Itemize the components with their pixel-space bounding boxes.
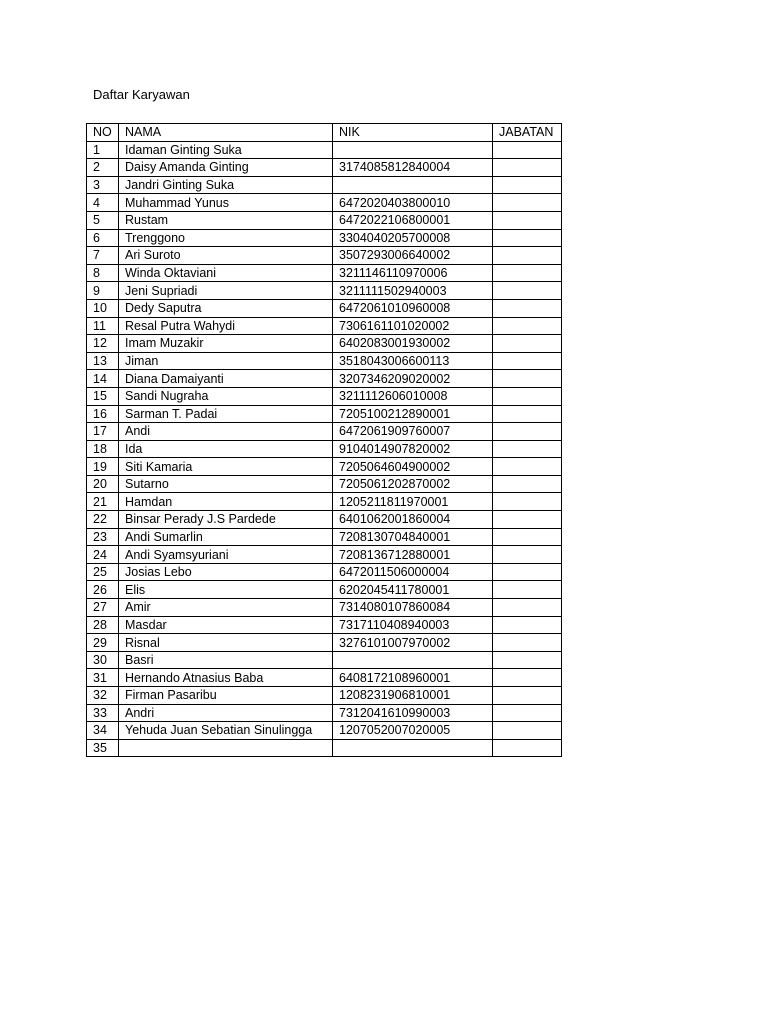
cell-jabatan (493, 387, 562, 405)
table-row (87, 581, 562, 599)
cell-nama: Hamdan (119, 493, 333, 511)
cell-nik: 6408172108960001 (333, 669, 493, 687)
cell-jabatan (493, 634, 562, 652)
table-row (87, 352, 562, 370)
table-row (87, 546, 562, 564)
table-row (87, 282, 562, 300)
cell-no: 28 (87, 616, 119, 634)
cell-no: 31 (87, 669, 119, 687)
cell-nik (333, 176, 493, 194)
cell-nik: 7208136712880001 (333, 546, 493, 564)
cell-jabatan (493, 546, 562, 564)
cell-nama: Trenggono (119, 229, 333, 247)
cell-nama: Diana Damaiyanti (119, 370, 333, 388)
cell-nik (333, 651, 493, 669)
table-row (87, 511, 562, 529)
cell-no: 32 (87, 687, 119, 705)
cell-nik: 7306161101020002 (333, 317, 493, 335)
cell-nik (333, 141, 493, 159)
cell-no: 6 (87, 229, 119, 247)
table-row (87, 528, 562, 546)
cell-jabatan (493, 405, 562, 423)
cell-no: 35 (87, 739, 119, 757)
cell-no: 34 (87, 722, 119, 740)
table-row (87, 669, 562, 687)
cell-jabatan (493, 722, 562, 740)
cell-jabatan (493, 739, 562, 757)
table-row (87, 370, 562, 388)
cell-nik: 7205064604900002 (333, 458, 493, 476)
cell-no: 20 (87, 475, 119, 493)
cell-nama: Rustam (119, 211, 333, 229)
cell-nama: Jiman (119, 352, 333, 370)
cell-no: 29 (87, 634, 119, 652)
table-row (87, 405, 562, 423)
cell-jabatan (493, 141, 562, 159)
table-row (87, 317, 562, 335)
cell-no: 9 (87, 282, 119, 300)
cell-jabatan (493, 704, 562, 722)
cell-nik: 3174085812840004 (333, 159, 493, 177)
cell-no: 18 (87, 440, 119, 458)
cell-no: 19 (87, 458, 119, 476)
table-row (87, 493, 562, 511)
cell-jabatan (493, 194, 562, 212)
cell-jabatan (493, 616, 562, 634)
cell-nama: Sandi Nugraha (119, 387, 333, 405)
cell-nik: 7314080107860084 (333, 599, 493, 617)
table-row (87, 299, 562, 317)
cell-nama: Basri (119, 651, 333, 669)
cell-nama: Dedy Saputra (119, 299, 333, 317)
table-row (87, 264, 562, 282)
cell-jabatan (493, 299, 562, 317)
cell-nama: Ari Suroto (119, 247, 333, 265)
cell-jabatan (493, 335, 562, 353)
cell-nama: Jandri Ginting Suka (119, 176, 333, 194)
cell-nik: 3507293006640002 (333, 247, 493, 265)
cell-nik: 6472011506000004 (333, 563, 493, 581)
cell-jabatan (493, 651, 562, 669)
cell-nama: Ida (119, 440, 333, 458)
cell-nama: Josias Lebo (119, 563, 333, 581)
table-row (87, 194, 562, 212)
cell-nik: 7205100212890001 (333, 405, 493, 423)
cell-no: 25 (87, 563, 119, 581)
table-row (87, 211, 562, 229)
cell-no: 1 (87, 141, 119, 159)
cell-nik: 7205061202870002 (333, 475, 493, 493)
cell-jabatan (493, 317, 562, 335)
cell-no: 8 (87, 264, 119, 282)
cell-no: 24 (87, 546, 119, 564)
cell-jabatan (493, 687, 562, 705)
table-row (87, 634, 562, 652)
table-row (87, 423, 562, 441)
cell-nik: 6472022106800001 (333, 211, 493, 229)
table-row (87, 247, 562, 265)
cell-jabatan (493, 211, 562, 229)
table-row (87, 651, 562, 669)
table-row (87, 159, 562, 177)
cell-nik: 1208231906810001 (333, 687, 493, 705)
cell-no: 21 (87, 493, 119, 511)
table-header-row (87, 124, 562, 142)
cell-no: 23 (87, 528, 119, 546)
cell-nama: Hernando Atnasius Baba (119, 669, 333, 687)
table-row (87, 704, 562, 722)
cell-nik (333, 739, 493, 757)
cell-nik: 7312041610990003 (333, 704, 493, 722)
cell-nik: 6402083001930002 (333, 335, 493, 353)
header-jabatan: JABATAN (493, 124, 562, 142)
cell-nama: Amir (119, 599, 333, 617)
cell-nik: 6472020403800010 (333, 194, 493, 212)
table-row (87, 616, 562, 634)
cell-nik: 3207346209020002 (333, 370, 493, 388)
table-row (87, 440, 562, 458)
employee-table (86, 123, 562, 757)
cell-no: 22 (87, 511, 119, 529)
cell-jabatan (493, 159, 562, 177)
page-title: Daftar Karyawan (93, 87, 190, 102)
cell-nama: Andi (119, 423, 333, 441)
cell-nik: 1207052007020005 (333, 722, 493, 740)
cell-jabatan (493, 511, 562, 529)
cell-no: 10 (87, 299, 119, 317)
cell-jabatan (493, 282, 562, 300)
table-row (87, 599, 562, 617)
cell-no: 7 (87, 247, 119, 265)
table-row (87, 387, 562, 405)
table-row (87, 722, 562, 740)
cell-nik: 7317110408940003 (333, 616, 493, 634)
cell-jabatan (493, 458, 562, 476)
cell-no: 13 (87, 352, 119, 370)
cell-jabatan (493, 563, 562, 581)
cell-nama: Winda Oktaviani (119, 264, 333, 282)
cell-jabatan (493, 440, 562, 458)
table-row (87, 229, 562, 247)
cell-jabatan (493, 370, 562, 388)
table-row (87, 739, 562, 757)
cell-jabatan (493, 229, 562, 247)
cell-nik: 6472061909760007 (333, 423, 493, 441)
table-row (87, 176, 562, 194)
cell-nama: Risnal (119, 634, 333, 652)
cell-nama: Yehuda Juan Sebatian Sinulingga (119, 722, 333, 740)
cell-jabatan (493, 423, 562, 441)
cell-nama: Andri (119, 704, 333, 722)
cell-jabatan (493, 247, 562, 265)
table-row (87, 475, 562, 493)
cell-jabatan (493, 352, 562, 370)
cell-nama: Andi Sumarlin (119, 528, 333, 546)
cell-nik: 3276101007970002 (333, 634, 493, 652)
cell-nama: Idaman Ginting Suka (119, 141, 333, 159)
table-row (87, 687, 562, 705)
cell-jabatan (493, 669, 562, 687)
cell-nama: Andi Syamsyuriani (119, 546, 333, 564)
cell-nama (119, 739, 333, 757)
table-body (87, 141, 562, 757)
cell-nama: Elis (119, 581, 333, 599)
cell-jabatan (493, 176, 562, 194)
cell-nama: Binsar Perady J.S Pardede (119, 511, 333, 529)
cell-jabatan (493, 264, 562, 282)
cell-nik: 6202045411780001 (333, 581, 493, 599)
cell-nama: Firman Pasaribu (119, 687, 333, 705)
cell-no: 5 (87, 211, 119, 229)
cell-nama: Jeni Supriadi (119, 282, 333, 300)
header-no: NO (87, 124, 119, 142)
cell-no: 12 (87, 335, 119, 353)
cell-nik: 3304040205700008 (333, 229, 493, 247)
cell-nama: Sutarno (119, 475, 333, 493)
table-row (87, 563, 562, 581)
cell-jabatan (493, 581, 562, 599)
cell-no: 15 (87, 387, 119, 405)
cell-nik: 6401062001860004 (333, 511, 493, 529)
cell-jabatan (493, 493, 562, 511)
cell-no: 33 (87, 704, 119, 722)
cell-jabatan (493, 599, 562, 617)
cell-nama: Siti Kamaria (119, 458, 333, 476)
cell-nik: 3211146110970006 (333, 264, 493, 282)
cell-no: 4 (87, 194, 119, 212)
cell-nama: Imam Muzakir (119, 335, 333, 353)
cell-nama: Resal Putra Wahydi (119, 317, 333, 335)
cell-nik: 7208130704840001 (333, 528, 493, 546)
table-row (87, 458, 562, 476)
cell-jabatan (493, 528, 562, 546)
header-nama: NAMA (119, 124, 333, 142)
cell-no: 17 (87, 423, 119, 441)
cell-no: 14 (87, 370, 119, 388)
table-row (87, 141, 562, 159)
cell-nama: Masdar (119, 616, 333, 634)
cell-no: 16 (87, 405, 119, 423)
cell-no: 2 (87, 159, 119, 177)
cell-nik: 3518043006600113 (333, 352, 493, 370)
cell-no: 3 (87, 176, 119, 194)
cell-no: 26 (87, 581, 119, 599)
cell-no: 27 (87, 599, 119, 617)
header-nik: NIK (333, 124, 493, 142)
cell-nik: 1205211811970001 (333, 493, 493, 511)
cell-nik: 3211111502940003 (333, 282, 493, 300)
table-row (87, 335, 562, 353)
cell-no: 30 (87, 651, 119, 669)
cell-jabatan (493, 475, 562, 493)
cell-nama: Muhammad Yunus (119, 194, 333, 212)
cell-nama: Sarman T. Padai (119, 405, 333, 423)
cell-nik: 9104014907820002 (333, 440, 493, 458)
cell-nama: Daisy Amanda Ginting (119, 159, 333, 177)
cell-nik: 6472061010960008 (333, 299, 493, 317)
cell-nik: 3211112606010008 (333, 387, 493, 405)
cell-no: 11 (87, 317, 119, 335)
